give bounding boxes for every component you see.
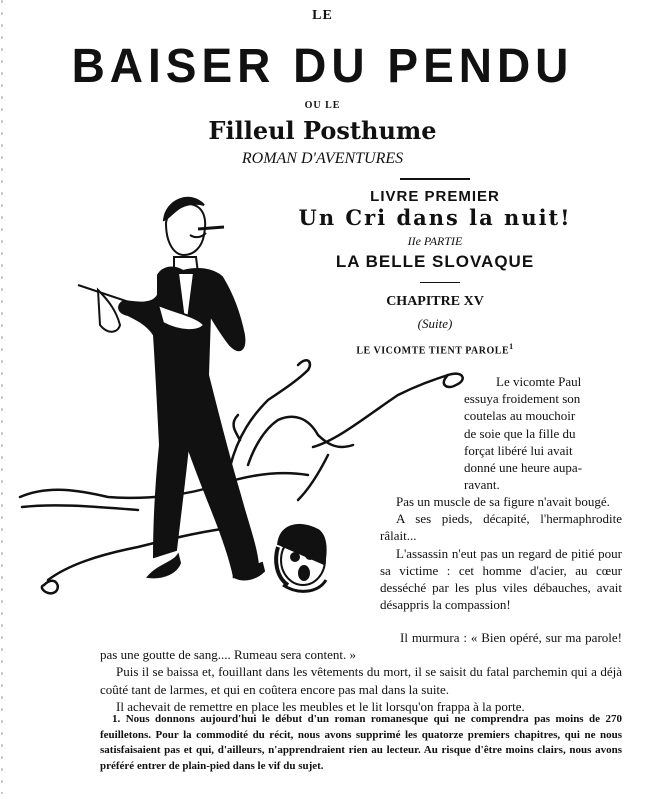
standing-viscount-figure — [78, 198, 264, 580]
paragraph-1-line: essuya froidement son — [464, 391, 581, 407]
paragraph-6: Puis il se baissa et, fouillant dans les vêtements du mort, il se saisit du fatal parchemin qui a déjà coûté tant de larmes, et qui en coûtera encore pas mal dans la suite. — [100, 664, 622, 697]
part-title: LA BELLE SLOVAQUE — [335, 252, 535, 271]
chapter-title-text: LE VICOMTE TIENT PAROLE — [356, 345, 510, 357]
page-subtitle: Filleul Posthume — [208, 116, 437, 145]
footnote-text: 1. Nous donnons aujourd'hui le début d'un roman romanesque qui ne comprendra pas moins de 270 feuilletons. Pour la commodité du récit, nous avons supprimé les quatorze premiers chapitres, qui ne nous satisfaisaient pas et qui, d'ailleurs, n'apprendraient rien au lecteur. Au risque d'être moins clairs, nous avons préféré entrer de plain-pied dans le vif du sujet. — [100, 713, 622, 772]
paragraph-3: A ses pieds, décapité, l'hermaphrodite râlait... — [380, 511, 622, 544]
page-title: BAISER DU PENDU — [71, 37, 574, 93]
severed-head — [276, 525, 326, 591]
book-label: LIVRE PREMIER — [370, 188, 500, 205]
paragraph-1-line: donné une heure aupa- — [464, 460, 583, 476]
paragraph-1-line: ravant. — [464, 477, 500, 493]
paragraph-2: Pas un muscle de sa figure n'avait bougé. — [396, 494, 610, 509]
chapter-number: CHAPITRE XV — [386, 294, 484, 309]
paragraph-4: L'assassin n'eut pas un regard de pitié pour sa victime : cet homme d'acier, au cœur desséché par les plus viles débauches, avait désappris la compassion! — [380, 545, 622, 613]
paragraph-1-line: forçat libéré lui avait — [464, 442, 573, 458]
paragraph-5: Il murmura : « Bien opéré, sur ma parole! pas une goutte de sang.... Rumeau sera content. » — [100, 630, 622, 663]
divider-rule — [400, 178, 470, 180]
part-label: IIe PARTIE — [407, 234, 463, 248]
paragraph-1 — [464, 373, 620, 493]
paragraph-7: Il achevait de remettre en place les meubles et le lit lorsqu'on frappa à la porte. — [116, 698, 525, 714]
text-column-right — [380, 493, 622, 613]
footnote — [100, 712, 622, 774]
text-full-width — [100, 629, 622, 715]
genre-label: ROMAN D'AVENTURES — [241, 150, 404, 167]
paragraph-1-line: coutelas au mouchoir — [464, 408, 576, 424]
title-article: LE — [312, 8, 333, 23]
book-title: Un Cri dans la nuit! — [298, 205, 572, 230]
chapter-continued: (Suite) — [417, 316, 453, 331]
title-connector: OU LE — [304, 100, 341, 111]
paragraph-1-line: de soie que la fille du — [464, 425, 576, 441]
paragraph-1-line: Le vicomte Paul — [496, 374, 582, 389]
footnote-marker: 1 — [509, 342, 514, 351]
